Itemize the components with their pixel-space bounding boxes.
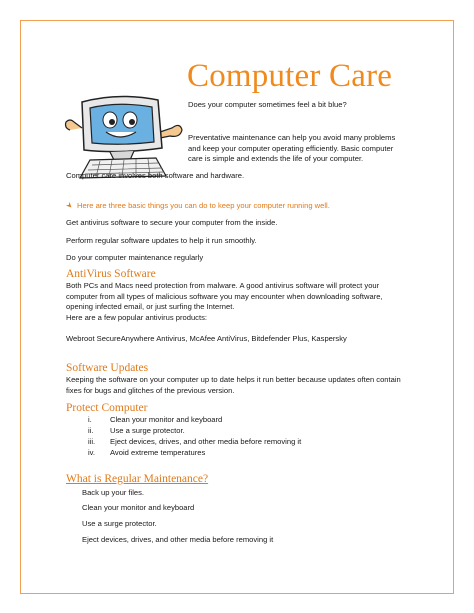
- arrow-bullet-icon: [66, 202, 73, 209]
- updates-paragraph: [66, 375, 401, 396]
- updates-line: fixes for bugs and glitches of the previous version.: [66, 385, 235, 395]
- protect-item-text: Use a surge protector.: [110, 426, 185, 435]
- maintenance-item: Eject devices, drives, and other media before removing it: [82, 535, 274, 544]
- intro-question: Does your computer sometimes feel a bit blue?: [188, 100, 347, 109]
- updates-heading: Software Updates: [66, 362, 149, 374]
- tip-item: Get antivirus software to secure your computer from the inside.: [66, 218, 278, 227]
- intro-line: care is simple and extends the life of your computer.: [188, 154, 364, 163]
- protect-item-number: ii.: [88, 426, 94, 435]
- antivirus-products: Webroot SecureAnywhere Antivirus, McAfee AntiVirus, Bitdefender Plus, Kaspersky: [66, 334, 347, 343]
- antivirus-line: opening infected email, or just surfing the Internet.: [66, 302, 235, 311]
- maintenance-item: Use a surge protector.: [82, 519, 157, 528]
- intro-summary: Computer care involves both software and hardware.: [66, 171, 245, 180]
- protect-item: [88, 426, 185, 435]
- intro-paragraph: [188, 133, 395, 165]
- protect-item: [88, 437, 301, 446]
- protect-item-number: iii.: [88, 437, 96, 446]
- protect-item-text: Eject devices, drives, and other media before removing it: [110, 437, 302, 446]
- antivirus-paragraph: [66, 281, 383, 323]
- protect-item: [88, 415, 222, 424]
- tip-item: Do your computer maintenance regularly: [66, 253, 204, 262]
- maintenance-item: Clean your monitor and keyboard: [82, 503, 195, 512]
- antivirus-heading: AntiVirus Software: [66, 268, 156, 280]
- protect-item-text: Avoid extreme temperatures: [110, 448, 206, 457]
- antivirus-line: computer from all types of malicious software you may encounter when downloading software,: [66, 291, 383, 301]
- antivirus-line: Here are a few popular antivirus products:: [66, 312, 207, 322]
- tips-heading: [66, 201, 330, 210]
- tip-item: Perform regular software updates to help it run smoothly.: [66, 236, 257, 245]
- intro-line: and keep your computer operating efficiently. Basic computer: [188, 143, 394, 153]
- protect-heading: Protect Computer: [66, 402, 148, 414]
- computer-mascot-illustration: [60, 88, 186, 180]
- document-title: Computer Care: [187, 58, 393, 94]
- maintenance-heading: What is Regular Maintenance?: [66, 473, 209, 485]
- intro-line: Preventative maintenance can help you avoid many problems: [188, 133, 396, 142]
- maintenance-item: Back up your files.: [82, 488, 145, 497]
- protect-item-text: Clean your monitor and keyboard: [110, 415, 223, 424]
- tips-heading-text: Here are three basic things you can do to keep your computer running well.: [77, 201, 330, 210]
- protect-item-number: iv.: [88, 448, 96, 457]
- protect-item-number: i.: [88, 415, 92, 424]
- updates-line: Keeping the software on your computer up to date helps it run better because updates often contain: [66, 375, 401, 384]
- antivirus-line: Both PCs and Macs need protection from malware. A good antivirus software will protect your: [66, 281, 380, 290]
- protect-item: [88, 448, 205, 457]
